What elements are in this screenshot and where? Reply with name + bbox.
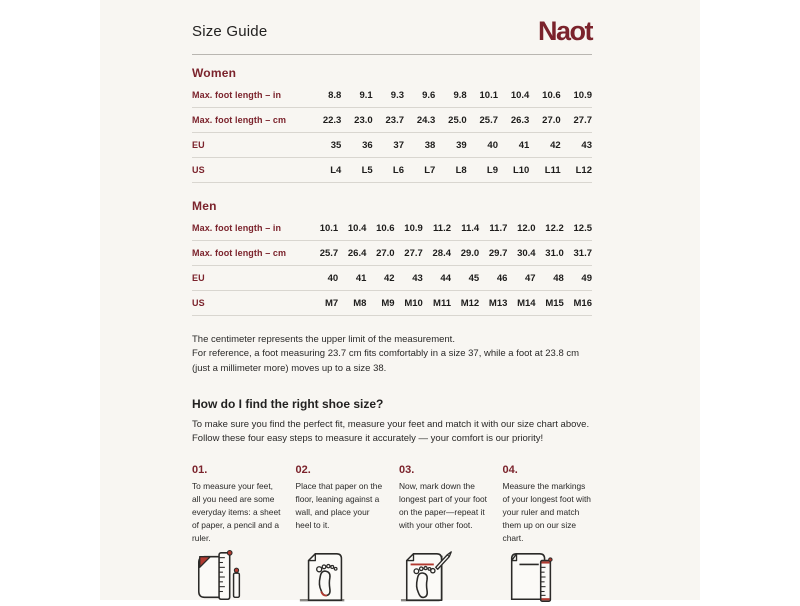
- step-3-number: 03.: [399, 464, 415, 477]
- size-value: L5: [361, 164, 373, 176]
- size-value: 22.3: [322, 114, 342, 126]
- size-table-row: [192, 133, 592, 158]
- size-value: 26.4: [347, 247, 367, 259]
- step-1-number: 01.: [192, 464, 208, 477]
- page-title: Size Guide: [192, 22, 268, 40]
- size-value: 39: [456, 139, 467, 151]
- note-line-2: For reference, a foot measuring 23.7 cm fits comfortably in a size 37, while a foot at 23.8 cm (just a millimeter more) moves up to a size 38.: [192, 348, 580, 374]
- size-value: 49: [581, 272, 592, 284]
- size-value: L6: [392, 164, 404, 176]
- size-value: 40: [327, 272, 339, 284]
- howto-heading: How do I find the right shoe size?: [192, 396, 384, 411]
- size-value: 42: [384, 272, 395, 284]
- size-row-label: Max. foot length – in: [192, 223, 282, 233]
- women-size-table: [192, 83, 592, 183]
- header: [192, 0, 592, 46]
- size-value: 11.2: [433, 222, 451, 234]
- size-value: 47: [525, 272, 536, 284]
- size-value: 12.0: [517, 222, 536, 234]
- size-row-label: EU: [192, 273, 205, 283]
- size-value: 10.6: [542, 89, 561, 101]
- size-value: M9: [381, 297, 395, 309]
- size-table-row: [192, 216, 592, 241]
- size-value: 23.7: [385, 114, 404, 126]
- step-2-number: 02.: [295, 464, 311, 477]
- size-value: L4: [330, 164, 342, 176]
- step-4-number: 04.: [502, 464, 518, 477]
- paper-ruler-measure-icon: [503, 548, 593, 606]
- size-guide-panel: [100, 0, 700, 600]
- size-value: L8: [455, 164, 467, 176]
- size-value: 10.1: [479, 89, 498, 101]
- measurement-steps: [192, 464, 592, 606]
- size-value: 31.7: [573, 247, 592, 259]
- size-value: 8.8: [328, 89, 342, 101]
- size-value: 25.7: [319, 247, 339, 259]
- size-value: 29.7: [488, 247, 508, 259]
- size-value: 9.3: [390, 89, 404, 101]
- size-table-row: [192, 158, 592, 183]
- size-value: 44: [440, 272, 451, 284]
- size-value: 27.0: [376, 247, 395, 259]
- howto-intro: To make sure you find the perfect fit, measure your feet and match it with our size chart above. Follow these four easy steps to measure it accurately — your comfort is our priority!: [192, 418, 590, 445]
- size-value: 9.1: [359, 89, 373, 101]
- men-size-table: [192, 216, 592, 316]
- size-value: 43: [581, 139, 592, 151]
- size-table-row: [192, 266, 592, 291]
- size-value: 37: [393, 139, 404, 151]
- size-value: 25.0: [448, 114, 467, 126]
- size-table-row: [192, 108, 592, 133]
- size-value: M16: [573, 297, 592, 309]
- size-value: 12.5: [573, 222, 592, 234]
- size-value: 9.6: [422, 89, 436, 101]
- size-row-label: EU: [192, 140, 205, 150]
- size-value: L9: [486, 164, 498, 176]
- size-value: 10.4: [510, 89, 530, 101]
- size-value: 46: [496, 272, 508, 284]
- size-value: 27.7: [573, 114, 592, 126]
- size-value: 9.8: [453, 89, 467, 101]
- size-row-label: Max. foot length – in: [192, 90, 282, 100]
- size-value: 12.2: [545, 222, 564, 234]
- size-value: 10.9: [573, 89, 592, 101]
- size-value: 27.7: [404, 247, 423, 259]
- naot-logo: Naot: [538, 15, 592, 46]
- step-2-text: Place that paper on the floor, leaning against a wall, and place your heel to it.: [295, 481, 383, 531]
- size-value: L10: [512, 164, 530, 176]
- size-value: 23.0: [354, 114, 373, 126]
- size-value: M14: [517, 297, 536, 309]
- size-value: 10.6: [376, 222, 395, 234]
- size-value: 28.4: [432, 247, 451, 259]
- size-value: 11.4: [461, 222, 480, 234]
- size-value: 36: [362, 139, 373, 151]
- size-value: 42: [550, 139, 561, 151]
- size-value: M11: [433, 297, 451, 309]
- size-value: 30.4: [517, 247, 536, 259]
- size-value: 10.9: [404, 222, 423, 234]
- note-line-1: The centimeter represents the upper limit of the measurement.: [192, 334, 455, 345]
- size-value: L7: [424, 164, 436, 176]
- size-value: 48: [553, 272, 564, 284]
- size-table-row: [192, 241, 592, 266]
- step-1: [192, 464, 282, 606]
- size-value: 26.3: [510, 114, 530, 126]
- size-value: 25.7: [479, 114, 498, 126]
- size-value: L12: [575, 164, 592, 176]
- size-value: 41: [355, 272, 367, 284]
- size-row-label: US: [192, 298, 205, 308]
- size-value: 41: [518, 139, 530, 151]
- size-row-label: US: [192, 165, 205, 175]
- size-value: M10: [404, 297, 423, 309]
- size-value: 24.3: [416, 114, 436, 126]
- size-value: L11: [544, 164, 561, 176]
- size-value: 31.0: [545, 247, 564, 259]
- size-value: 10.4: [347, 222, 367, 234]
- paper-footprint-marking-pencil-icon: [399, 548, 489, 606]
- step-1-text: To measure your feet, all you need are some everyday items: a sheet of paper, a pencil and a ruler.: [192, 481, 281, 544]
- size-value: 40: [487, 139, 498, 151]
- men-section-heading: Men: [192, 199, 217, 213]
- paper-footprint-heel-icon: [296, 548, 386, 606]
- step-2: [296, 464, 386, 606]
- size-value: 43: [412, 272, 423, 284]
- size-value: M12: [460, 297, 480, 309]
- size-value: M13: [488, 297, 508, 309]
- header-divider: [192, 54, 592, 55]
- size-value: 29.0: [460, 247, 480, 259]
- size-row-label: Max. foot length – cm: [192, 248, 287, 258]
- size-value: M8: [353, 297, 367, 309]
- step-3-text: Now, mark down the longest part of your foot on the paper—repeat it with your other foot.: [399, 481, 487, 531]
- size-value: 11.7: [489, 222, 508, 234]
- step-4: [503, 464, 593, 606]
- size-guide-content: [192, 0, 592, 600]
- size-value: 10.1: [319, 222, 339, 234]
- size-row-label: Max. foot length – cm: [192, 115, 287, 125]
- size-value: 38: [424, 139, 436, 151]
- step-3: [399, 464, 489, 606]
- size-value: 27.0: [542, 114, 561, 126]
- step-4-text: Measure the markings of your longest foot with your ruler and match them up on our size chart.: [502, 481, 591, 544]
- size-value: 35: [330, 139, 342, 151]
- measurement-notes: [192, 333, 592, 376]
- size-table-row: [192, 291, 592, 316]
- size-table-row: [192, 83, 592, 108]
- size-value: M15: [545, 297, 564, 309]
- size-value: M7: [324, 297, 339, 309]
- paper-ruler-pencil-icon: [192, 548, 282, 606]
- women-section-heading: Women: [192, 66, 237, 80]
- size-value: 45: [468, 272, 480, 284]
- men-section: [192, 199, 592, 316]
